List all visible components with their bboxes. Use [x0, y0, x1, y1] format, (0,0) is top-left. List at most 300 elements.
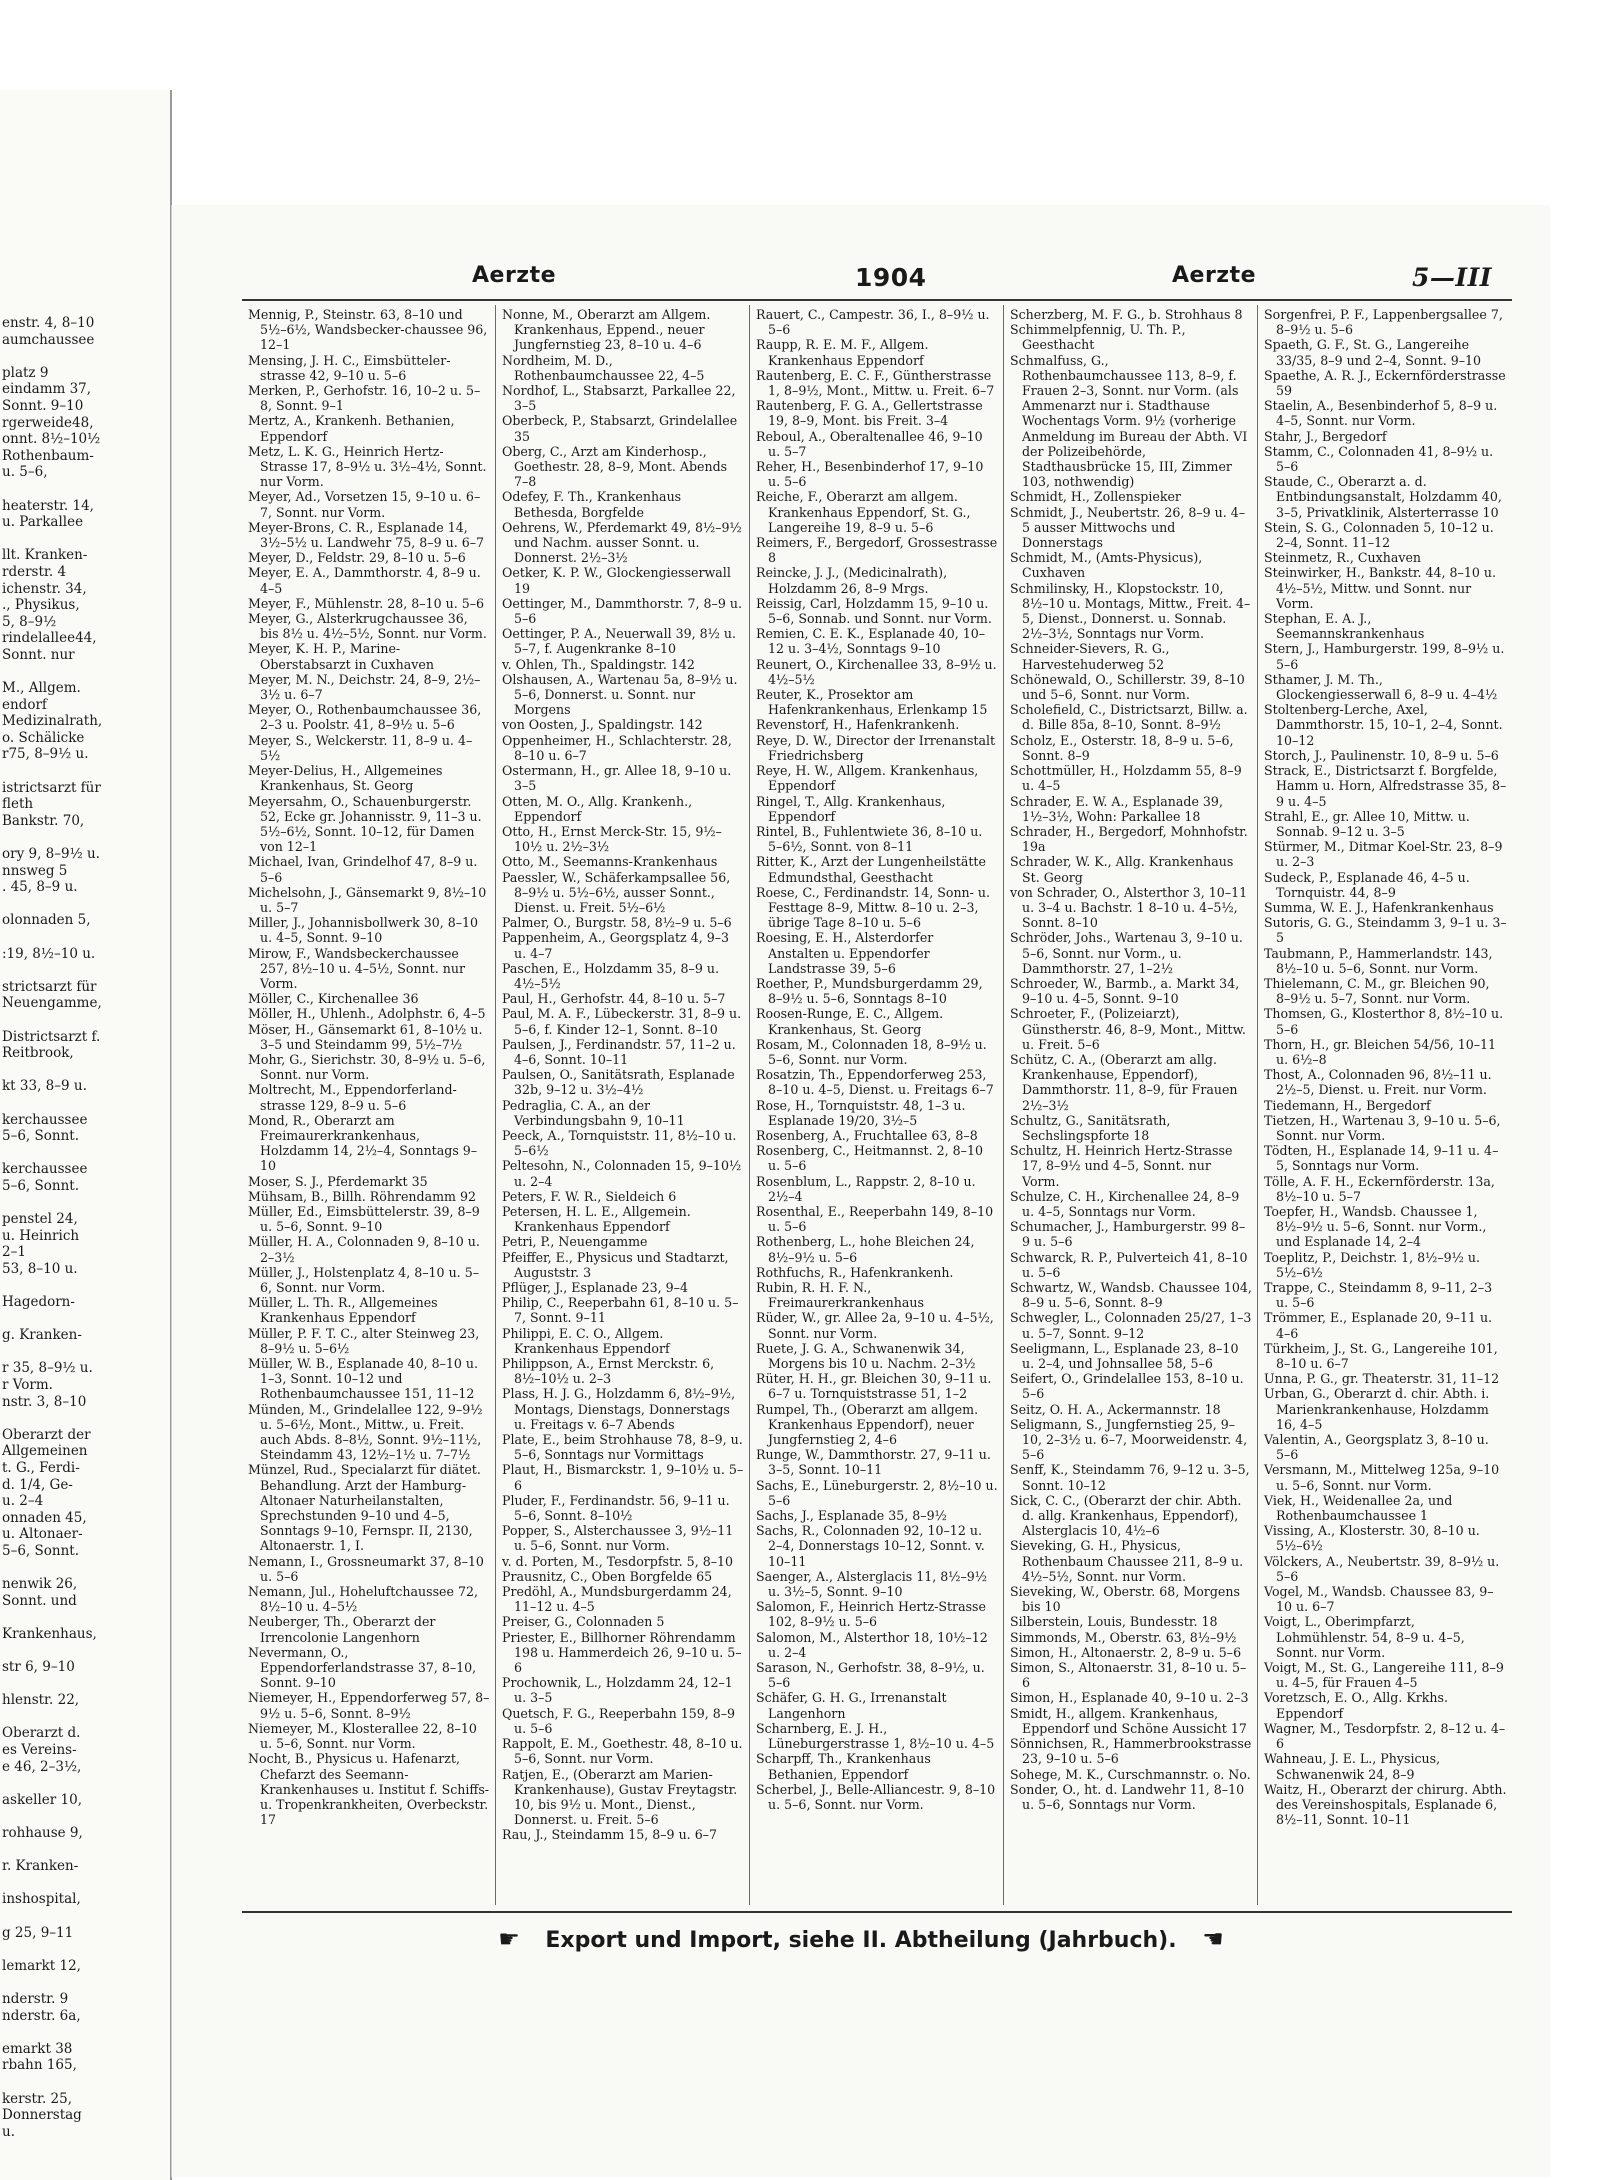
left-page-line: istrictsarzt für: [2, 779, 101, 796]
left-page-line: [0, 1676, 170, 1693]
left-page-line: Medizinalrath,: [2, 713, 103, 730]
directory-entry: Mühsam, B., Billh. Röhrendamm 92: [248, 1188, 476, 1204]
directory-entry: Wahneau, J. E. L., Physicus, Schwanenwik 24, 8–9: [1264, 1751, 1441, 1782]
directory-entry: Sieveking, G. H., Physicus, Rothenbaum Chaussee 211, 8–9 u. 4½–5½, Sonnt. nur Vorm.: [1010, 1538, 1244, 1584]
directory-entry: Möser, H., Gänsemarkt 61, 8–10½ u. 3–5 und Steindamm 99, 5½–7½: [248, 1021, 483, 1052]
left-page-line: [0, 1875, 170, 1892]
directory-entry: Roese, C., Ferdinandstr. 14, Sonn- u. Festtage 8–9, Mittw. 8–10 u. 2–3, übrige Tage 8–10 u. 5–6: [756, 884, 991, 931]
left-page-line: [0, 1277, 170, 1294]
directory-entry: Prausnitz, C., Oben Borgfelde 65: [502, 1568, 713, 1584]
left-page-line: emarkt 38: [2, 2040, 73, 2057]
left-page-line: str 6, 9–10: [2, 1659, 75, 1676]
left-page-line: [0, 1344, 170, 1361]
left-page-line: [0, 663, 170, 680]
directory-entry: Mohr, G., Sierichstr. 30, 8–9½ u. 5–6, Sonnt. nur Vorm.: [248, 1051, 486, 1083]
directory-entry: Sthamer, J. M. Th., Glockengiesserwall 6, 8–9 u. 4–4½: [1264, 671, 1498, 703]
directory-entry: Schultz, G., Sanitätsrath, Sechslingspforte 18: [1010, 1112, 1171, 1143]
left-page-text: [0, 315, 170, 2140]
left-page-line: [0, 1643, 170, 1660]
left-page-line: heaterstr. 14,: [2, 497, 94, 514]
directory-entry: Unna, P. G., gr. Theaterstr. 31, 11–12: [1264, 1371, 1500, 1387]
directory-entry: Scholefield, C., Districtsarzt, Billw. a. d. Bille 85a, 8–10, Sonnt. 8–9½: [1010, 702, 1248, 733]
left-page-line: [0, 481, 170, 498]
directory-entry: Meyer, O., Rothenbaumchaussee 36, 2–3 u. Poolstr. 41, 8–9½ u. 5–6: [248, 702, 482, 733]
left-page-line: onnaden 45,: [2, 1509, 87, 1526]
directory-entry: Paul, H., Gerhofstr. 44, 8–10 u. 5–7: [502, 991, 726, 1007]
left-page-line: rbahn 165,: [2, 2057, 77, 2074]
directory-entry: Salomon, M., Alsterthor 18, 10½–12 u. 2–4: [756, 1629, 988, 1660]
directory-entry: Schütz, C. A., (Oberarzt am allg. Krankenhause, Eppendorf), Dammthorstr. 11, 8–9, für Frauen 2½–3½: [1010, 1051, 1238, 1113]
directory-entry: Schäfer, G. H. G., Irrenanstalt Langenhorn: [756, 1690, 947, 1721]
directory-entry: Taubmann, P., Hammerlandstr. 143, 8½–10 u. 5–6, Sonnt. nur Vorm.: [1264, 945, 1493, 976]
left-page-line: 5, 8–9½: [2, 613, 57, 630]
directory-entry: Reuter, K., Prosektor am Hafenkrankenhaus, Erlenkamp 15: [756, 687, 988, 718]
left-page-line: u. Heinrich: [2, 1227, 80, 1244]
directory-entry: Sönnichsen, R., Hammerbrookstrasse 23, 9–10 u. 5–6: [1010, 1736, 1252, 1767]
directory-entry: Plate, E., beim Strohhause 78, 8–9, u. 5–6, Sonntags nur Vormittags: [502, 1432, 743, 1463]
directory-entry: Scherzberg, M. F. G., b. Strohhaus 8: [1010, 307, 1243, 322]
left-page-line: lemarkt 12,: [2, 1957, 81, 1974]
left-page-line: Districtsarzt f.: [2, 1028, 101, 1045]
directory-entry: Roesing, E. H., Alsterdorfer Anstalten u. Eppendorfer Landstrasse 39, 5–6: [756, 930, 934, 976]
left-page-line: endorf: [2, 696, 47, 713]
left-page-line: :19, 8½–10 u.: [2, 945, 96, 962]
left-page-line: [0, 1194, 170, 1211]
directory-entry: Voigt, M., St. G., Langereihe 111, 8–9 u. 4–5, für Frauen 4–5: [1264, 1660, 1504, 1691]
directory-entry: Voigt, L., Oberimpfarzt, Lohmühlenstr. 54, 8–9 u. 4–5, Sonnt. nur Vorm.: [1264, 1614, 1465, 1660]
left-page-line: [0, 531, 170, 548]
directory-entry: Valentin, A., Georgsplatz 3, 8–10 u. 5–6: [1264, 1432, 1489, 1463]
directory-entry: Meyer-Delius, H., Allgemeines Krankenhaus, St. Georg: [248, 763, 443, 794]
directory-entry: Thost, A., Colonnaden 96, 8½–11 u. 2½–5, Dienst. u. Freit. nur Vorm.: [1264, 1067, 1492, 1098]
directory-entry: Schneider-Sievers, R. G., Harvestehuderweg 52: [1010, 641, 1170, 672]
directory-entry: Steinwirker, H., Bankstr. 44, 8–10 u. 4½–5½, Mittw. und Sonnt. nur Vorm.: [1264, 565, 1496, 611]
directory-columns: [242, 305, 1512, 1905]
left-page-line: fleth: [2, 796, 34, 813]
directory-entry: Oetker, K. P. W., Glockengiesserwall 19: [502, 565, 731, 596]
directory-entry: Schroeder, W., Barmb., a. Markt 34, 9–10 u. 4–5, Sonnt. 9–10: [1010, 975, 1240, 1007]
directory-entry: Oberg, C., Arzt am Kinderhosp., Goethestr. 28, 8–9, Mont. Abends 7–8: [502, 443, 728, 490]
footer-notice: [172, 1925, 1550, 1953]
directory-entry: Ruete, J. G. A., Schwanenwik 34, Morgens bis 10 u. Nachm. 2–3½: [756, 1340, 976, 1372]
directory-entry: Schmalfuss, G., Rothenbaumchaussee 113, 8–9, f. Frauen 2–3, Sonnt. nur Vorm. (als Ammenarzt nur i. Stadthause Wochentags Vorm. 9½ (vorherige Anmeldung im Bureau der Abth. VI der Polizeibehörde, Stadthausbrücke 15, III, Zimmer 103, nothwendig): [1010, 352, 1248, 490]
left-page-line: Bankstr. 70,: [2, 812, 85, 829]
left-page-line: 5–6, Sonnt.: [2, 1177, 79, 1194]
running-header: [172, 263, 1550, 293]
directory-entry: Meyersahm, O., Schauenburgerstr. 52, Ecke gr. Johannisstr. 9, 11–3 u. 5½–6½, Sonnt. 10–12, für Damen von 12–1: [248, 793, 482, 855]
pointing-hand-left-icon: ☛: [498, 1925, 520, 1953]
directory-entry: Meyer, Ad., Vorsetzen 15, 9–10 u. 6–7, Sonnt. nur Vorm.: [248, 489, 481, 520]
left-page-line: [0, 1808, 170, 1825]
directory-entry: Meyer, K. H. P., Marine-Oberstabsarzt in Cuxhaven: [248, 641, 434, 672]
directory-entry: Mirow, F., Wandsbeckerchaussee 257, 8½–10 u. 4–5½, Sonnt. nur Vorm.: [248, 945, 465, 991]
left-page-line: aumchaussee: [2, 331, 95, 348]
directory-entry: Schimmelpfennig, U. Th. P., Geesthacht: [1010, 322, 1186, 353]
directory-entry: Schwarck, R. P., Pulverteich 41, 8–10 u. 5–6: [1010, 1249, 1248, 1280]
left-page-line: rindelallee44,: [2, 630, 97, 647]
directory-entry: Rüter, H. H., gr. Bleichen 30, 9–11 u. 6–7 u. Tornquiststrasse 51, 1–2: [756, 1371, 992, 1402]
directory-entry: Simon, H., Esplanade 40, 9–10 u. 2–3: [1010, 1690, 1249, 1706]
directory-entry: Müller, W. B., Esplanade 40, 8–10 u. 1–3, Sonnt. 10–12 und Rothenbaumchaussee 151, 11–12: [248, 1356, 479, 1402]
left-page-line: 5–6, Sonnt.: [2, 1542, 79, 1559]
left-page-line: strictsarzt für: [2, 978, 97, 995]
directory-entry: Völckers, A., Neubertstr. 39, 8–9½ u. 5–6: [1264, 1553, 1500, 1584]
directory-entry: Runge, W., Dammthorstr. 27, 9–11 u. 3–5, Sonnt. 10–11: [756, 1447, 991, 1478]
directory-entry: Simmonds, M., Oberstr. 63, 8½–9½: [1010, 1629, 1237, 1645]
directory-entry: Saenger, A., Alsterglacis 11, 8½–9½ u. 3½–5, Sonnt. 9–10: [756, 1568, 987, 1600]
directory-entry: Paschen, E., Holzdamm 35, 8–9 u. 4½–5½: [502, 960, 719, 991]
directory-entry: Scholz, E., Osterstr. 18, 8–9 u. 5–6, Sonnt. 8–9: [1010, 732, 1234, 763]
directory-entry: Plaut, H., Bismarckstr. 1, 9–10½ u. 5–6: [502, 1462, 744, 1493]
directory-entry: Michelsohn, J., Gänsemarkt 9, 8½–10 u. 5–7: [248, 884, 487, 915]
directory-entry: Reincke, J. J., (Medicinalrath), Holzdamm 26, 8–9 Mrgs.: [756, 565, 948, 596]
directory-entry: Trappe, C., Steindamm 8, 9–11, 2–3 u. 5–6: [1264, 1280, 1493, 1311]
directory-entry: Paulsen, O., Sanitätsrath, Esplanade 32b, 9–12 u. 3½–4½: [502, 1067, 735, 1098]
directory-entry: Seligmann, S., Jungfernstieg 25, 9–10, 2–3½ u. 6–7, Moorweidenstr. 4, 5–6: [1010, 1416, 1248, 1463]
directory-entry: Schmidt, M., (Amts-Physicus), Cuxhaven: [1010, 550, 1203, 581]
directory-entry: Sachs, E., Lüneburgerstr. 2, 8½–10 u. 5–6: [756, 1477, 998, 1508]
directory-entry: Rosam, M., Colonnaden 18, 8–9½ u. 5–6, Sonnt. nur Vorm.: [756, 1036, 987, 1067]
left-page-line: d. 1/4, Ge-: [2, 1476, 73, 1493]
left-page-line: g 25, 9–11: [2, 1924, 74, 1941]
directory-entry: Scherbel, J., Belle-Alliancestr. 9, 8–10 u. 5–6, Sonnt. nur Vorm.: [756, 1781, 996, 1812]
directory-entry: von Schrader, O., Alsterthor 3, 10–11 u. 3–4 u. Bachstr. 1 8–10 u. 4–5½, Sonnt. 8–10: [1010, 884, 1248, 931]
directory-entry: Rautenberg, E. C. F., Güntherstrasse 1, 8–9½, Mont., Mittw. u. Freit. 6–7: [756, 367, 995, 399]
left-page-line: nderstr. 9: [2, 1990, 69, 2007]
left-page-line: Hagedorn-: [2, 1294, 75, 1311]
directory-entry: Rintel, B., Fuhlentwiete 36, 8–10 u. 5–6½, Sonnt. von 8–11: [756, 823, 983, 855]
left-page-line: [0, 2024, 170, 2041]
left-page-line: kerchaussee: [2, 1111, 88, 1128]
directory-entry: Stephan, E. A. J., Seemannskrankenhaus: [1264, 611, 1425, 642]
directory-entry: Sick, C. C., (Oberarzt der chir. Abth. d. allg. Krankenhaus, Eppendorf), Alsterglacis 10, 4½–6: [1010, 1492, 1242, 1539]
directory-entry: Schulze, C. H., Kirchenallee 24, 8–9 u. 4–5, Sonntags nur Vorm.: [1010, 1188, 1240, 1219]
directory-entry: Staelin, A., Besenbinderhof 5, 8–9 u. 4–5, Sonnt. nur Vorm.: [1264, 398, 1498, 429]
left-page-line: 53, 8–10 u.: [2, 1260, 78, 1277]
directory-entry: Raupp, R. E. M. F., Allgem. Krankenhaus Eppendorf: [756, 337, 929, 368]
directory-entry: Seitz, O. H. A., Ackermannstr. 18: [1010, 1401, 1221, 1417]
left-page-line: eindamm 37,: [2, 381, 92, 398]
left-page-line: askeller 10,: [2, 1791, 82, 1808]
directory-entry: Sachs, R., Colonnaden 92, 10–12 u. 2–4, Donnerstags 10–12, Sonnt. v. 10–11: [756, 1523, 985, 1569]
directory-entry: von Oosten, J., Spaldingstr. 142: [502, 717, 703, 733]
directory-entry: Oettinger, M., Dammthorstr. 7, 8–9 u. 5–6: [502, 595, 742, 627]
directory-entry: Preiser, G., Colonnaden 5: [502, 1614, 665, 1630]
header-title-left: Aerzte: [472, 263, 557, 288]
left-page-line: [0, 962, 170, 979]
directory-entry: Ratjen, E., (Oberarzt am Marien-Krankenhause), Gustav Freytagstr. 10, bis 9½ u. Mont., Dienst., Donnerst. u. Freit. 5–6: [502, 1766, 738, 1828]
directory-entry: Sieveking, W., Oberstr. 68, Morgens bis 10: [1010, 1584, 1240, 1615]
pointing-hand-right-icon: ☚: [1202, 1925, 1224, 1953]
directory-entry: Schönewald, O., Schillerstr. 39, 8–10 und 5–6, Sonnt. nur Vorm.: [1010, 671, 1245, 703]
directory-entry: Meyer, F., Mühlenstr. 28, 8–10 u. 5–6: [248, 595, 485, 611]
directory-entry: Meyer, M. N., Deichstr. 24, 8–9, 2½–3½ u. 6–7: [248, 671, 481, 703]
directory-entry: Petri, P., Neuengamme: [502, 1234, 648, 1250]
directory-entry: Otten, M. O., Allg. Krankenh., Eppendorf: [502, 793, 693, 824]
directory-entry: Nordhof, L., Stabsarzt, Parkallee 22, 3–5: [502, 383, 736, 414]
left-page-line: 5–6, Sonnt.: [2, 1128, 79, 1145]
directory-entry: Oehrens, W., Pferdemarkt 49, 8½–9½ und Nachm. ausser Sonnt. u. Donnerst. 2½–3½: [502, 519, 742, 566]
directory-entry: Olshausen, A., Wartenau 5a, 8–9½ u. 5–6, Donnerst. u. Sonnt. nur Morgens: [502, 671, 738, 718]
directory-entry: Niemeyer, M., Klosterallee 22, 8–10 u. 5–6, Sonnt. nur Vorm.: [248, 1720, 477, 1752]
left-page-line: Sonnt. nur: [2, 646, 75, 663]
directory-entry: Meyer, S., Welckerstr. 11, 8–9 u. 4–5½: [248, 732, 473, 763]
directory-entry: Müller, L. Th. R., Allgemeines Krankenhaus Eppendorf: [248, 1295, 438, 1326]
directory-entry: Pfeiffer, E., Physicus und Stadtarzt, Auguststr. 3: [502, 1249, 729, 1280]
footer-text: Export und Import, siehe II. Abtheilung (Jahrbuch).: [545, 1928, 1177, 1953]
left-page-line: [0, 1062, 170, 1079]
left-page-line: kerstr. 25,: [2, 2090, 72, 2107]
directory-entry: Remien, C. E. K., Esplanade 40, 10–12 u. 3–4½, Sonntags 9–10: [756, 626, 986, 657]
directory-entry: Tödten, H., Esplanade 14, 9–11 u. 4–5, Sonntags nur Vorm.: [1264, 1143, 1499, 1174]
directory-entry: Türkheim, J., St. G., Langereihe 101, 8–10 u. 6–7: [1264, 1340, 1498, 1372]
left-page-line: r 35, 8–9½ u.: [2, 1360, 93, 1377]
left-page-line: o. Schälicke: [2, 729, 85, 746]
directory-entry: Petersen, H. L. E., Allgemein. Krankenhaus Eppendorf: [502, 1203, 691, 1235]
directory-entry: Staude, C., Oberarzt a. d. Entbindungsanstalt, Holzdamm 40, 3–5, Privatklinik, Alsterterrasse 10: [1264, 474, 1502, 520]
directory-entry: Nocht, B., Physicus u. Hafenarzt, Chefarzt des Seemann-Krankenhauses u. Institut f. Schiffs- u. Tropenkrankheiten, Overbeckstr. 17: [248, 1751, 490, 1828]
directory-entry: v. d. Porten, M., Tesdorpfstr. 5, 8–10: [502, 1553, 734, 1569]
directory-entry: Moltrecht, M., Eppendorferland-strasse 129, 8–9 u. 5–6: [248, 1082, 457, 1113]
left-page-line: rgerweide48,: [2, 414, 94, 431]
directory-entry: Reunert, O., Kirchenallee 33, 8–9½ u. 4½–5½: [756, 656, 997, 687]
left-page-line: [0, 1410, 170, 1427]
directory-entry: Rosenblum, L., Rappstr. 2, 8–10 u. 2½–4: [756, 1173, 976, 1204]
directory-entry: Stamm, C., Colonnaden 41, 8–9½ u. 5–6: [1264, 443, 1494, 475]
directory-entry: Urban, G., Oberarzt d. chir. Abth. i. Marienkrankenhause, Holzdamm 16, 4–5: [1264, 1386, 1490, 1432]
left-page-line: r. Kranken-: [2, 1858, 79, 1875]
directory-entry: Sudeck, P., Esplanade 46, 4–5 u. Tornquistr. 44, 8–9: [1264, 869, 1470, 900]
left-page-line: es Vereins-: [2, 1742, 77, 1759]
directory-entry: Peters, F. W. R., Sieldeich 6: [502, 1188, 677, 1204]
directory-entry: Predöhl, A., Mundsburgerdamm 24, 11–12 u. 4–5: [502, 1584, 732, 1615]
directory-entry: Strack, E., Districtsarzt f. Borgfelde, Hamm u. Horn, Alfredstrasse 35, 8–9 u. 4–5: [1264, 763, 1507, 809]
directory-entry: Peeck, A., Tornquiststr. 11, 8½–10 u. 5–6½: [502, 1127, 737, 1159]
left-page-line: ory 9, 8–9½ u.: [2, 846, 100, 862]
directory-entry: Storch, J., Paulinenstr. 10, 8–9 u. 5–6: [1264, 747, 1499, 763]
directory-entry: Spaeth, G. F., St. G., Langereihe 33/35, 8–9 und 2–4, Sonnt. 9–10: [1264, 337, 1482, 368]
left-page-line: 2–1: [2, 1244, 26, 1261]
directory-entry: Silberstein, Louis, Bundesstr. 18: [1010, 1614, 1218, 1630]
directory-entry: Nonne, M., Oberarzt am Allgem. Krankenhaus, Eppend., neuer Jungfernstieg 23, 8–10 u. 4–6: [502, 307, 711, 353]
directory-entry: Seifert, O., Grindelallee 153, 8–10 u. 5–6: [1010, 1371, 1244, 1402]
directory-entry: Müller, J., Holstenplatz 4, 8–10 u. 5–6, Sonnt. nur Vorm.: [248, 1264, 479, 1295]
directory-entry: Nemann, I., Grossneumarkt 37, 8–10 u. 5–6: [248, 1553, 484, 1584]
directory-entry: Schroeter, F., (Polizeiarzt), Günstherstr. 46, 8–9, Mont., Mittw. u. Freit. 5–6: [1010, 1006, 1246, 1052]
directory-entry: Rosenberg, A., Fruchtallee 63, 8–8: [756, 1127, 978, 1143]
directory-entry: Vissing, A., Klosterstr. 30, 8–10 u. 5½–6½: [1264, 1523, 1480, 1554]
left-page-line: nnsweg 5: [2, 862, 68, 879]
left-page-line: [0, 1145, 170, 1162]
left-page-line: [0, 1775, 170, 1792]
header-page-number: 5—III: [1412, 263, 1492, 292]
left-page-line: [0, 1609, 170, 1626]
directory-entry: Scharpff, Th., Krankenhaus Bethanien, Eppendorf: [756, 1751, 931, 1782]
left-page-line: Sonnt. 9–10: [2, 397, 84, 414]
directory-entry: Schmilinsky, H., Klopstockstr. 10, 8½–10 u. Montags, Mittw., Freit. 4–5, Dienst., Donnerst. u. Sonnab. 2½–3½, Sonntags nur Vorm.: [1010, 580, 1251, 642]
left-page-line: llt. Kranken-: [2, 547, 88, 564]
left-page-line: [0, 829, 170, 846]
directory-entry: Roether, P., Mundsburgerdamm 29, 8–9½ u. 5–6, Sonntags 8–10: [756, 975, 983, 1007]
directory-entry: Tietzen, H., Wartenau 3, 9–10 u. 5–6, Sonnt. nur Vorm.: [1264, 1112, 1501, 1143]
column-5: [1258, 305, 1512, 1905]
directory-entry: Toepfer, H., Wandsb. Chaussee 1, 8½–9½ u. 5–6, Sonnt. nur Vorm., und Esplanade 14, 2–4: [1264, 1203, 1487, 1250]
directory-entry: Odefey, F. Th., Krankenhaus Bethesda, Borgfelde: [502, 489, 682, 520]
directory-entry: Simon, H., Altonaerstr. 2, 8–9 u. 5–6: [1010, 1644, 1242, 1660]
left-page-line: Sonnt. und: [2, 1592, 77, 1609]
directory-entry: Smidt, H., allgem. Krankenhaus, Eppendorf und Schöne Aussicht 17: [1010, 1705, 1247, 1736]
directory-entry: Rumpel, Th., (Oberarzt am allgem. Krankenhaus Eppendorf), neuer Jungfernstieg 2, 4–6: [756, 1401, 979, 1448]
directory-entry: Stahr, J., Bergedorf: [1264, 428, 1387, 444]
directory-entry: Viek, H., Weidenallee 2a, und Rothenbaumchaussee 1: [1264, 1492, 1453, 1524]
directory-entry: Palmer, O., Burgstr. 58, 8½–9 u. 5–6: [502, 915, 732, 931]
left-page-line: inshospital,: [2, 1891, 81, 1908]
directory-entry: Rothenberg, L., hohe Bleichen 24, 8½–9½ u. 5–6: [756, 1234, 975, 1265]
directory-entry: Metz, L. K. G., Heinrich Hertz-Strasse 17, 8–9½ u. 3½–4½, Sonnt. nur Vorm.: [248, 443, 487, 490]
directory-entry: Sutoris, G. G., Steindamm 3, 9–1 u. 3–5: [1264, 915, 1507, 946]
directory-entry: Michael, Ivan, Grindelhof 47, 8–9 u. 5–6: [248, 854, 478, 885]
directory-entry: Toeplitz, P., Deichstr. 1, 8½–9½ u. 5½–6½: [1264, 1249, 1480, 1280]
directory-entry: Rosenberg, C., Heitmannst. 2, 8–10 u. 5–6: [756, 1143, 983, 1174]
directory-entry: Merken, P., Gerhofstr. 16, 10–2 u. 5–8, Sonnt. 9–1: [248, 383, 481, 414]
column-1: [242, 305, 496, 1905]
directory-entry: Thomsen, G., Klosterthor 8, 8½–10 u. 5–6: [1264, 1006, 1504, 1037]
directory-entry: Miller, J., Johannisbollwerk 30, 8–10 u. 4–5, Sonnt. 9–10: [248, 915, 479, 946]
directory-entry: Scharnberg, E. J. H., Lüneburgerstrasse 1, 8½–10 u. 4–5: [756, 1720, 995, 1752]
left-page-line: r Vorm.: [2, 1377, 53, 1393]
directory-entry: Tiedemann, H., Bergedorf: [1264, 1097, 1431, 1113]
left-page-line: rohhause 9,: [2, 1825, 83, 1842]
header-year: 1904: [855, 263, 927, 292]
left-page-line: [0, 1560, 170, 1577]
left-page-line: [0, 763, 170, 780]
directory-entry: Ringel, T., Allg. Krankenhaus, Eppendorf: [756, 793, 946, 824]
directory-entry: Philippson, A., Ernst Merckstr. 6, 8½–10½ u. 2–3: [502, 1356, 715, 1387]
directory-entry: Paulsen, J., Ferdinandstr. 57, 11–2 u. 4–6, Sonnt. 10–11: [502, 1036, 736, 1067]
directory-entry: Reiche, F., Oberarzt am allgem. Krankenhaus Eppendorf, St. G., Langereihe 19, 8–9 u. 5–6: [756, 489, 971, 535]
directory-entry: Ostermann, H., gr. Allee 18, 9–10 u. 3–5: [502, 763, 732, 794]
left-page-line: nenwik 26,: [2, 1576, 78, 1593]
left-page-line: e 46, 2–3½,: [2, 1758, 82, 1775]
directory-entry: Mensing, J. H. C., Eimsbütteler-strasse 42, 9–10 u. 5–6: [248, 352, 451, 383]
directory-entry: Roosen-Runge, E. C., Allgem. Krankenhaus, St. Georg: [756, 1006, 944, 1037]
directory-entry: Müller, P. F. T. C., alter Steinweg 23, 8–9½ u. 5–6½: [248, 1325, 480, 1356]
left-page-line: ichenstr. 34,: [2, 580, 87, 597]
directory-entry: Revenstorf, H., Hafenkrankenh.: [756, 717, 960, 733]
directory-entry: Thorn, H., gr. Bleichen 54/56, 10–11 u. 6½–8: [1264, 1036, 1497, 1067]
directory-entry: Waitz, H., Oberarzt der chirurg. Abth. des Vereinshospitals, Esplanade 6, 8½–11, Sonnt. 10–11: [1264, 1781, 1507, 1828]
left-page-line: olonnaden 5,: [2, 912, 91, 929]
directory-entry: Schrader, W. K., Allg. Krankenhaus St. Georg: [1010, 854, 1234, 885]
directory-entry: Oppenheimer, H., Schlachterstr. 28, 8–10 u. 6–7: [502, 732, 732, 763]
directory-entry: Voretzsch, E. O., Allg. Krkhs. Eppendorf: [1264, 1690, 1448, 1721]
left-page-line: M., Allgem.: [2, 680, 81, 697]
directory-entry: Stern, J., Hamburgerstr. 199, 8–9½ u. 5–6: [1264, 641, 1505, 672]
left-page-line: enstr. 4, 8–10: [2, 315, 95, 331]
directory-entry: Nordheim, M. D., Rothenbaumchaussee 22, 4–5: [502, 352, 705, 383]
directory-entry: Oettinger, P. A., Neuerwall 39, 8½ u. 5–7, f. Augenkranke 8–10: [502, 626, 736, 657]
left-page-line: u. 5–6,: [2, 464, 48, 481]
directory-entry: Reher, H., Besenbinderhof 17, 9–10 u. 5–6: [756, 459, 984, 490]
directory-entry: Meyer, D., Feldstr. 29, 8–10 u. 5–6: [248, 550, 466, 566]
directory-entry: Versmann, M., Mittelweg 125a, 9–10 u. 5–6, Sonnt. nur Vorm.: [1264, 1462, 1500, 1493]
left-page-line: [0, 1941, 170, 1958]
directory-entry: Rappolt, E. M., Goethestr. 48, 8–10 u. 5–6, Sonnt. nur Vorm.: [502, 1736, 743, 1767]
header-title-right: Aerzte: [1172, 263, 1257, 288]
directory-entry: Philip, C., Reeperbahn 61, 8–10 u. 5–7, Sonnt. 9–11: [502, 1295, 739, 1326]
directory-entry: Reye, D. W., Director der Irrenanstalt Friedrichsberg: [756, 732, 996, 763]
directory-entry: Meyer, G., Alsterkrugchaussee 36, bis 8½ u. 4½–5½, Sonnt. nur Vorm.: [248, 611, 487, 642]
directory-entry: Schmidt, J., Neubertstr. 26, 8–9 u. 4–5 ausser Mittwochs und Donnerstags: [1010, 504, 1246, 551]
left-page-line: [0, 1709, 170, 1726]
directory-entry: Nevermann, O., Eppendorferlandstrasse 37, 8–10, Sonnt. 9–10: [248, 1644, 477, 1691]
directory-entry: Pappenheim, A., Georgsplatz 4, 9–3 u. 4–7: [502, 930, 730, 961]
directory-entry: Pedraglia, C. A., an der Verbindungsbahn 9, 10–11: [502, 1097, 685, 1128]
left-page-line: r75, 8–9½ u.: [2, 746, 89, 763]
left-page-line: g. Kranken-: [2, 1327, 82, 1344]
left-page-line: hlenstr. 22,: [2, 1692, 80, 1709]
directory-entry: Moser, S. J., Pferdemarkt 35: [248, 1173, 428, 1189]
directory-entry: Sonder, O., ht. d. Landwehr 11, 8–10 u. 5–6, Sonntags nur Vorm.: [1010, 1781, 1245, 1812]
directory-entry: Thielemann, C. M., gr. Bleichen 90, 8–9½ u. 5–7, Sonnt. nur Vorm.: [1264, 975, 1490, 1007]
directory-entry: Rosenthal, E., Reeperbahn 149, 8–10 u. 5–6: [756, 1203, 994, 1235]
left-page-line: nderstr. 6a,: [2, 2007, 81, 2024]
directory-entry: Steinmetz, R., Cuxhaven: [1264, 550, 1422, 566]
directory-entry: Mennig, P., Steinstr. 63, 8–10 und 5½–6½, Wandsbecker-chaussee 96, 12–1: [248, 307, 488, 353]
directory-entry: Möller, C., Kirchenallee 36: [248, 991, 419, 1007]
directory-entry: Salomon, F., Heinrich Hertz-Strasse 102, 8–9½ u. 5–6: [756, 1599, 986, 1630]
directory-entry: Reboul, A., Oberaltenallee 46, 9–10 u. 5–7: [756, 428, 983, 459]
directory-entry: Philippi, E. C. O., Allgem. Krankenhaus Eppendorf: [502, 1325, 670, 1356]
directory-entry: Rubin, R. H. F. N., Freimaurerkrankenhaus: [756, 1280, 924, 1311]
directory-entry: Paessler, W., Schäferkampsallee 56, 8–9½ u. 5½–6½, ausser Sonnt., Dienst. u. Freit. 5½–6½: [502, 869, 731, 915]
left-page-line: . 45, 8–9 u.: [2, 879, 78, 896]
directory-entry: Reye, H. W., Allgem. Krankenhaus, Eppendorf: [756, 763, 979, 794]
left-page-line: Krankenhaus,: [2, 1625, 97, 1642]
column-3: [750, 305, 1004, 1905]
directory-entry: Seeligmann, L., Esplanade 23, 8–10 u. 2–4, und Johnsallee 58, 5–6: [1010, 1340, 1239, 1372]
directory-entry: Schröder, Johs., Wartenau 3, 9–10 u. 5–6, Sonnt. nur Vorm., u. Dammthorstr. 27, 1–2½: [1010, 930, 1243, 976]
left-page-line: Allgemeinen: [2, 1443, 88, 1460]
directory-entry: Reissig, Carl, Holzdamm 15, 9–10 u. 5–6, Sonnab. und Sonnt. nur Vorm.: [756, 595, 992, 627]
directory-entry: Pflüger, J., Esplanade 23, 9–4: [502, 1280, 688, 1295]
left-page-line: penstel 24,: [2, 1211, 78, 1228]
directory-entry: Münden, M., Grindelallee 122, 9–9½ u. 5–6½, Mont., Mittw., u. Freit. auch Abds. 8–8½, Sonnt. 9½–11½, Steindamm 43, 12½–1½ u. 7–7½: [248, 1401, 483, 1463]
directory-entry: Sohege, M. K., Curschmannstr. o. No.: [1010, 1766, 1251, 1782]
left-page-line: Reitbrook,: [2, 1045, 74, 1062]
directory-entry: Rautenberg, F. G. A., Gellertstrasse 19, 8–9, Mont. bis Freit. 3–4: [756, 398, 983, 429]
directory-entry: Strahl, E., gr. Allee 10, Mittw. u. Sonnab. 9–12 u. 3–5: [1264, 808, 1470, 839]
directory-page: [172, 205, 1550, 2177]
header-rule: [242, 299, 1512, 301]
left-page-line: Rothenbaum-: [2, 447, 94, 464]
left-page-line: Donnerstag: [2, 2107, 82, 2124]
directory-entry: Rüder, W., gr. Allee 2a, 9–10 u. 4–5½, Sonnt. nur Vorm.: [756, 1310, 994, 1341]
directory-entry: Prochownik, L., Holzdamm 24, 12–1 u. 3–5: [502, 1675, 733, 1706]
left-page-line: [0, 929, 170, 946]
left-page-line: Oberarzt der: [2, 1426, 91, 1443]
directory-entry: Peltesohn, N., Colonnaden 15, 9–10½ u. 2–4: [502, 1158, 742, 1189]
directory-entry: Stoltenberg-Lerche, Axel, Dammthorstr. 15, 10–1, 2–4, Sonnt. 10–12: [1264, 702, 1503, 748]
directory-entry: Reimers, F., Bergedorf, Grossestrasse 8: [756, 535, 998, 566]
directory-entry: Müller, Ed., Eimsbüttelerstr. 39, 8–9 u. 5–6, Sonnt. 9–10: [248, 1203, 480, 1235]
directory-entry: Pluder, F., Ferdinandstr. 56, 9–11 u. 5–6, Sonnt. 8–10½: [502, 1492, 730, 1524]
directory-entry: Trömmer, E., Esplanade 20, 9–11 u. 4–6: [1264, 1310, 1493, 1341]
directory-entry: Summa, W. E. J., Hafenkrankenhaus: [1264, 899, 1494, 915]
directory-entry: Tölle, A. F. H., Eckernförderstr. 13a, 8½–10 u. 5–7: [1264, 1173, 1495, 1204]
directory-entry: Vogel, M., Wandsb. Chaussee 83, 9–10 u. 6–7: [1264, 1584, 1494, 1615]
directory-entry: Stein, S. G., Colonnaden 5, 10–12 u. 2–4, Sonnt. 11–12: [1264, 519, 1494, 551]
